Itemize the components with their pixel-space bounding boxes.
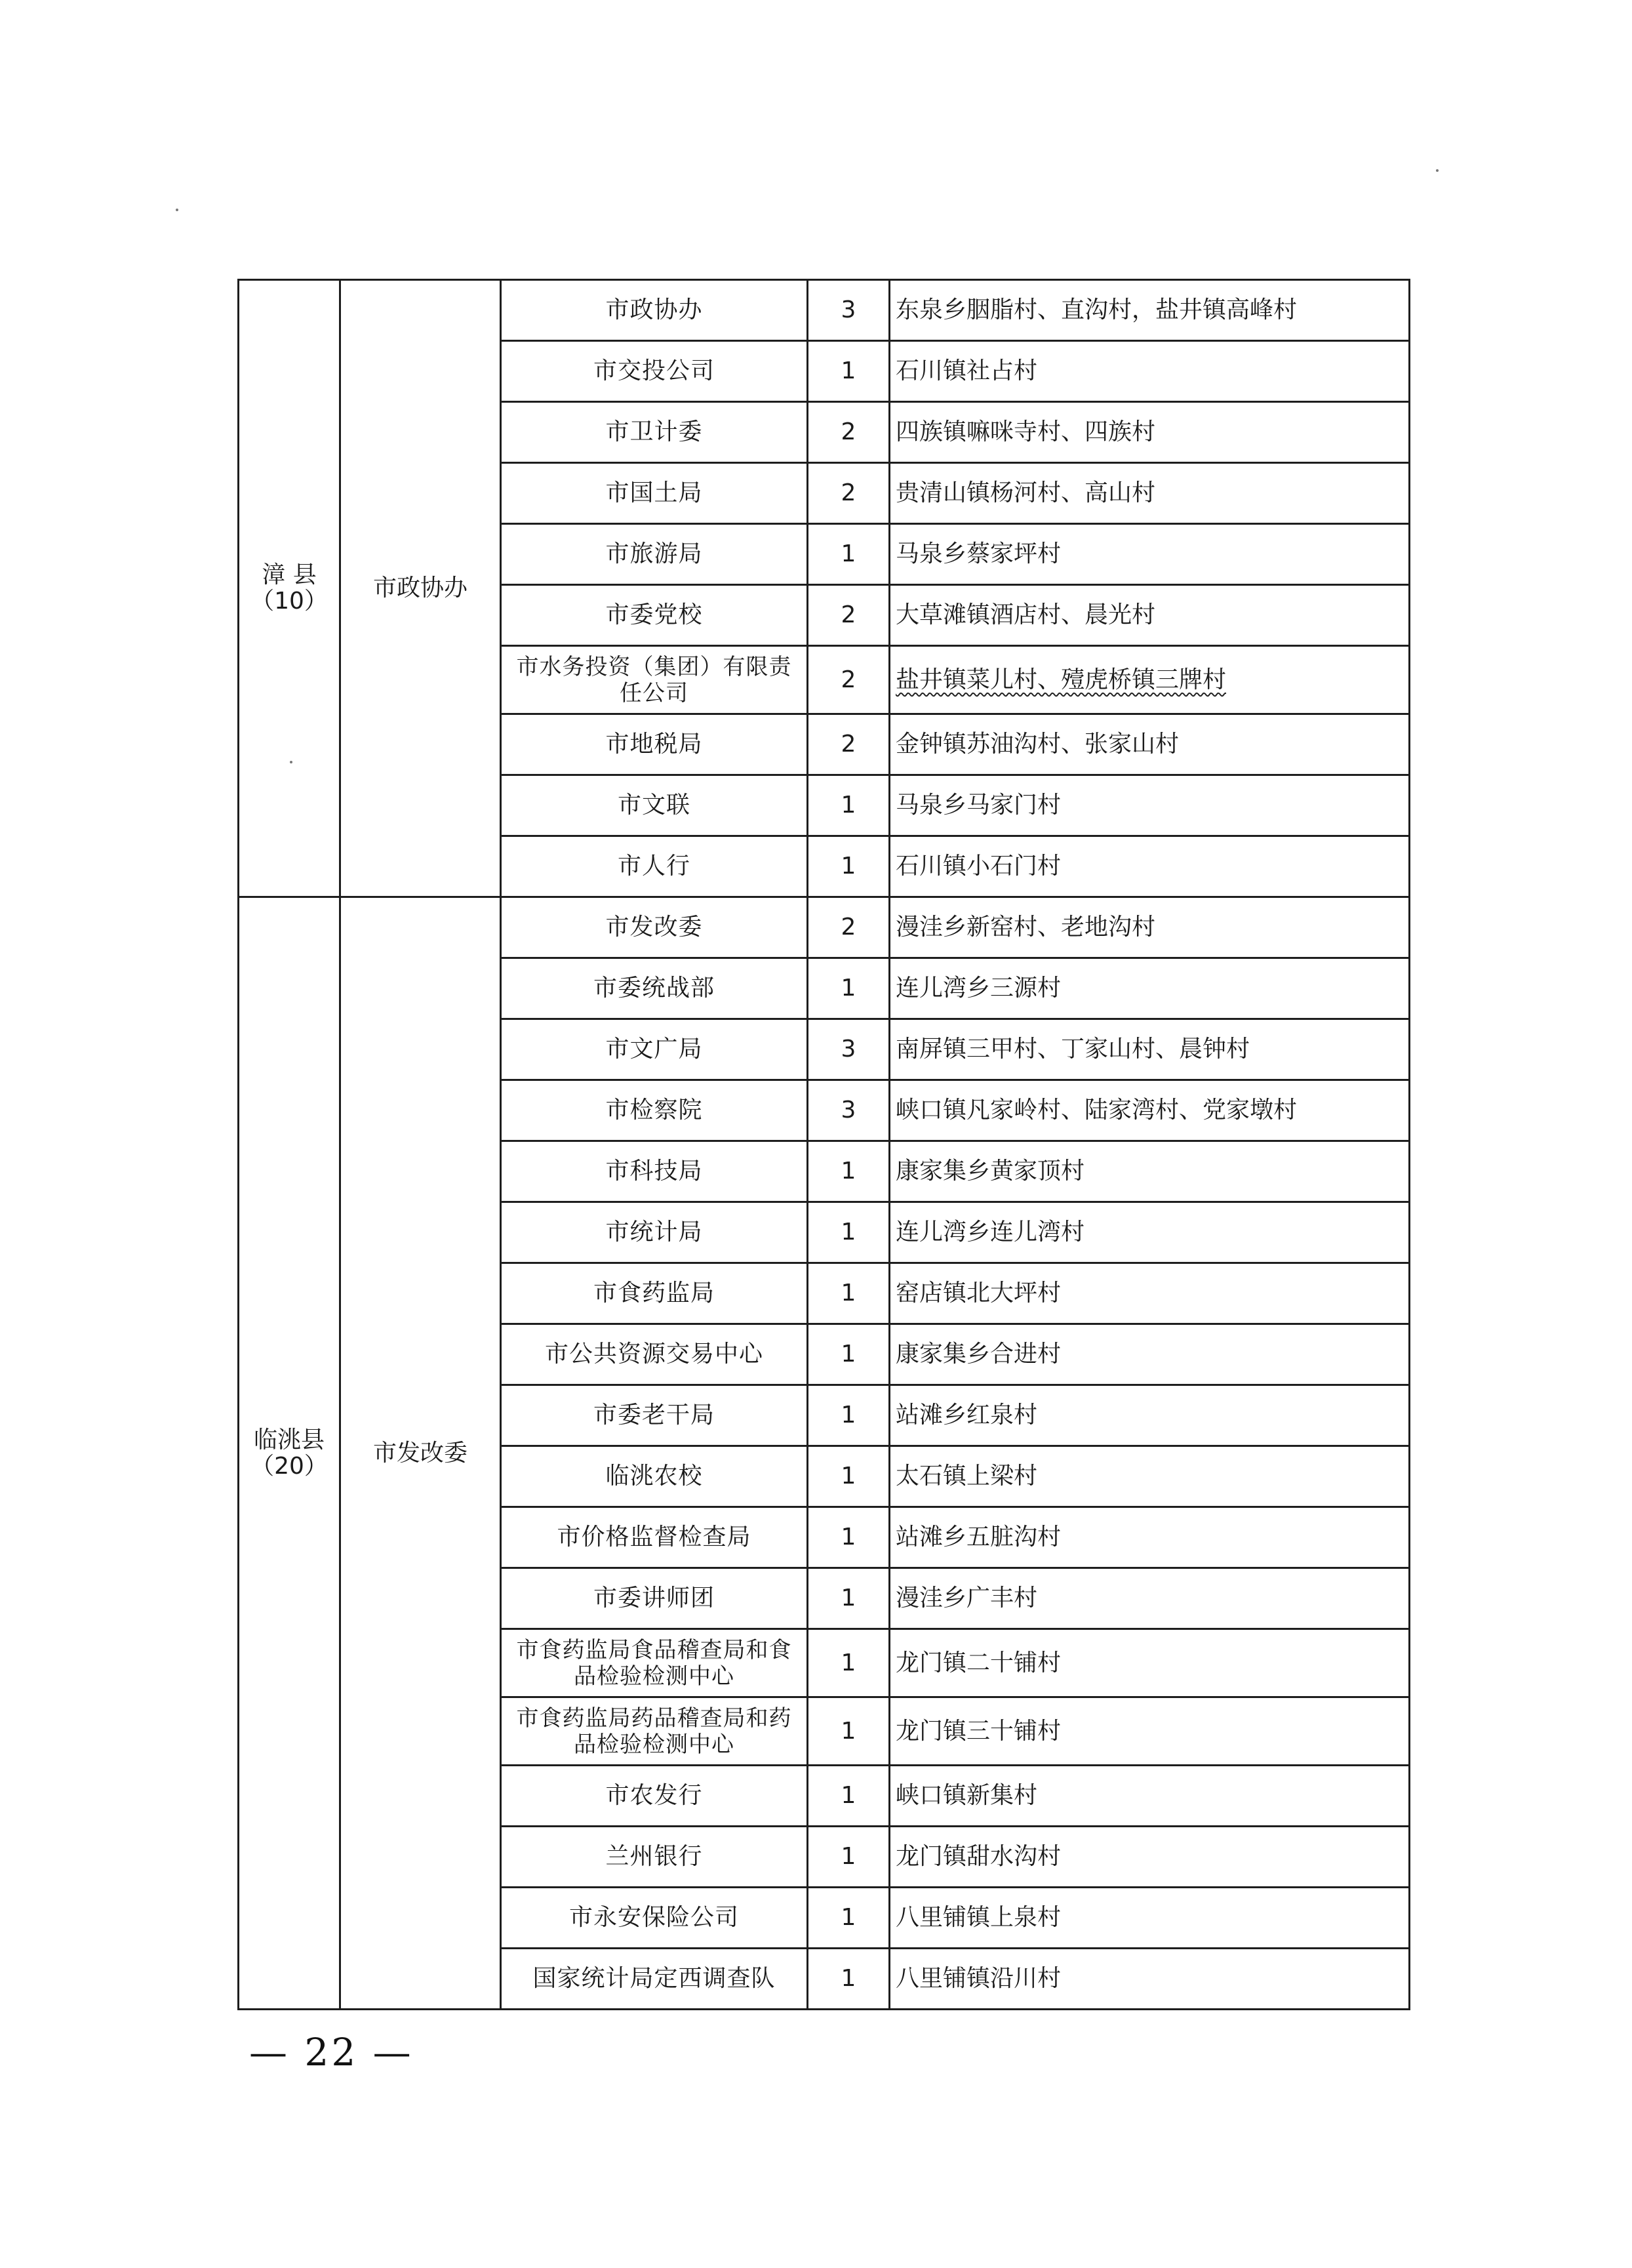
villages-cell bbox=[890, 524, 1410, 585]
village-count-cell: 3 bbox=[808, 1019, 890, 1080]
unit-cell: 市国土局 bbox=[501, 463, 808, 524]
villages-text: 站滩乡红泉村 bbox=[896, 1402, 1038, 1428]
unit-cell: 市永安保险公司 bbox=[501, 1888, 808, 1949]
unit-cell: 市文广局 bbox=[501, 1019, 808, 1080]
village-count-cell: 1 bbox=[808, 341, 890, 402]
unit-cell: 市食药监局食品稽查局和食品检验检测中心 bbox=[501, 1629, 808, 1697]
assignment-table bbox=[237, 279, 1410, 2010]
village-count-cell: 1 bbox=[808, 1827, 890, 1888]
villages-text: 大草滩镇酒店村、晨光村 bbox=[896, 601, 1156, 628]
unit-cell: 国家统计局定西调查队 bbox=[501, 1949, 808, 2010]
villages-text: 东泉乡胭脂村、直沟村，盐井镇高峰村 bbox=[896, 296, 1298, 323]
village-count-cell: 2 bbox=[808, 897, 890, 958]
villages-text: 连儿湾乡连儿湾村 bbox=[896, 1219, 1085, 1245]
villages-text: 贵清山镇杨河村、高山村 bbox=[896, 479, 1156, 506]
village-count-cell: 1 bbox=[808, 1568, 890, 1629]
unit-cell: 市卫计委 bbox=[501, 402, 808, 463]
village-count-cell: 1 bbox=[808, 1446, 890, 1507]
unit-cell: 临洮农校 bbox=[501, 1446, 808, 1507]
county-village-count: （20） bbox=[250, 1452, 328, 1480]
villages-cell bbox=[890, 1141, 1410, 1202]
unit-cell: 市科技局 bbox=[501, 1141, 808, 1202]
villages-text: 八里铺镇沿川村 bbox=[896, 1965, 1062, 1992]
villages-text: 峡口镇新集村 bbox=[896, 1782, 1038, 1809]
unit-cell: 市政协办 bbox=[501, 280, 808, 341]
villages-cell bbox=[890, 280, 1410, 341]
unit-cell: 市价格监督检查局 bbox=[501, 1507, 808, 1568]
county-name: 临洮县 bbox=[253, 1426, 325, 1453]
lead-unit-cell: 市发改委 bbox=[340, 897, 501, 2010]
villages-cell bbox=[890, 1888, 1410, 1949]
village-count-cell: 1 bbox=[808, 775, 890, 836]
table-row bbox=[239, 897, 1410, 958]
villages-cell bbox=[890, 463, 1410, 524]
villages-text: 康家集乡合进村 bbox=[896, 1341, 1062, 1367]
villages-cell bbox=[890, 1385, 1410, 1446]
village-count-cell: 1 bbox=[808, 1507, 890, 1568]
villages-text: 漫洼乡新窑村、老地沟村 bbox=[896, 914, 1156, 941]
villages-cell bbox=[890, 1507, 1410, 1568]
villages-text: 石川镇小石门村 bbox=[896, 853, 1062, 880]
villages-cell bbox=[890, 1019, 1410, 1080]
village-count-cell: 2 bbox=[808, 402, 890, 463]
county-cell bbox=[239, 897, 340, 2010]
unit-cell: 兰州银行 bbox=[501, 1827, 808, 1888]
unit-cell: 市食药监局 bbox=[501, 1263, 808, 1324]
village-count-cell: 3 bbox=[808, 1080, 890, 1141]
villages-cell bbox=[890, 646, 1410, 714]
villages-text: 马泉乡马家门村 bbox=[896, 792, 1062, 819]
villages-text: 南屏镇三甲村、丁家山村、晨钟村 bbox=[896, 1036, 1250, 1063]
villages-cell bbox=[890, 585, 1410, 646]
villages-cell bbox=[890, 1202, 1410, 1263]
villages-text: 龙门镇二十铺村 bbox=[896, 1649, 1062, 1676]
villages-cell bbox=[890, 958, 1410, 1019]
unit-cell: 市地税局 bbox=[501, 714, 808, 775]
village-count-cell: 2 bbox=[808, 585, 890, 646]
assignment-table-body bbox=[239, 280, 1410, 2010]
unit-cell: 市发改委 bbox=[501, 897, 808, 958]
villages-text: 窑店镇北大坪村 bbox=[896, 1280, 1062, 1306]
villages-cell bbox=[890, 1629, 1410, 1697]
village-count-cell: 3 bbox=[808, 280, 890, 341]
unit-cell: 市农发行 bbox=[501, 1766, 808, 1827]
villages-cell bbox=[890, 1568, 1410, 1629]
village-count-cell: 1 bbox=[808, 1385, 890, 1446]
villages-cell bbox=[890, 402, 1410, 463]
village-count-cell: 2 bbox=[808, 646, 890, 714]
villages-text: 石川镇社占村 bbox=[896, 357, 1038, 384]
villages-cell bbox=[890, 1080, 1410, 1141]
villages-text: 盐井镇菜儿村、殪虎桥镇三牌村 bbox=[896, 666, 1227, 693]
villages-cell bbox=[890, 1697, 1410, 1766]
villages-text: 马泉乡蔡家坪村 bbox=[896, 540, 1062, 567]
unit-cell: 市委讲师团 bbox=[501, 1568, 808, 1629]
villages-text: 站滩乡五脏沟村 bbox=[896, 1524, 1062, 1550]
unit-cell: 市旅游局 bbox=[501, 524, 808, 585]
villages-cell bbox=[890, 1766, 1410, 1827]
villages-cell bbox=[890, 1949, 1410, 2010]
villages-cell bbox=[890, 1446, 1410, 1507]
villages-cell bbox=[890, 1324, 1410, 1385]
village-count-cell: 1 bbox=[808, 1697, 890, 1766]
county-cell bbox=[239, 280, 340, 897]
scan-speck bbox=[1436, 169, 1439, 172]
unit-cell: 市检察院 bbox=[501, 1080, 808, 1141]
village-count-cell: 1 bbox=[808, 958, 890, 1019]
villages-cell bbox=[890, 1263, 1410, 1324]
village-count-cell: 1 bbox=[808, 1141, 890, 1202]
unit-cell: 市统计局 bbox=[501, 1202, 808, 1263]
villages-text: 八里铺镇上泉村 bbox=[896, 1904, 1062, 1931]
village-count-cell: 1 bbox=[808, 1629, 890, 1697]
villages-cell bbox=[890, 341, 1410, 402]
villages-cell bbox=[890, 714, 1410, 775]
unit-cell: 市人行 bbox=[501, 836, 808, 897]
villages-text: 龙门镇三十铺村 bbox=[896, 1717, 1062, 1745]
villages-text: 漫洼乡广丰村 bbox=[896, 1585, 1038, 1611]
village-count-cell: 1 bbox=[808, 1949, 890, 2010]
unit-cell: 市文联 bbox=[501, 775, 808, 836]
county-name: 漳 县 bbox=[262, 561, 317, 588]
villages-cell bbox=[890, 897, 1410, 958]
village-count-cell: 1 bbox=[808, 524, 890, 585]
unit-cell: 市委党校 bbox=[501, 585, 808, 646]
village-count-cell: 1 bbox=[808, 1888, 890, 1949]
village-count-cell: 1 bbox=[808, 836, 890, 897]
villages-text: 太石镇上梁村 bbox=[896, 1463, 1038, 1489]
village-count-cell: 1 bbox=[808, 1324, 890, 1385]
village-count-cell: 2 bbox=[808, 463, 890, 524]
villages-text: 康家集乡黄家顶村 bbox=[896, 1158, 1085, 1185]
village-count-cell: 2 bbox=[808, 714, 890, 775]
unit-cell: 市食药监局药品稽查局和药品检验检测中心 bbox=[501, 1697, 808, 1766]
villages-text: 连儿湾乡三源村 bbox=[896, 975, 1062, 1002]
villages-cell bbox=[890, 1827, 1410, 1888]
county-village-count: （10） bbox=[250, 588, 328, 615]
page-number: — 22 — bbox=[249, 2030, 414, 2075]
village-count-cell: 1 bbox=[808, 1202, 890, 1263]
villages-cell bbox=[890, 836, 1410, 897]
villages-text: 峡口镇凡家岭村、陆家湾村、党家墩村 bbox=[896, 1097, 1298, 1124]
lead-unit-cell: 市政协办 bbox=[340, 280, 501, 897]
villages-text: 龙门镇甜水沟村 bbox=[896, 1843, 1062, 1870]
table-row bbox=[239, 280, 1410, 341]
unit-cell: 市水务投资（集团）有限责任公司 bbox=[501, 646, 808, 714]
villages-cell bbox=[890, 775, 1410, 836]
villages-text: 四族镇嘛咪寺村、四族村 bbox=[896, 418, 1156, 445]
unit-cell: 市公共资源交易中心 bbox=[501, 1324, 808, 1385]
scan-speck bbox=[176, 209, 178, 211]
village-count-cell: 1 bbox=[808, 1263, 890, 1324]
unit-cell: 市委老干局 bbox=[501, 1385, 808, 1446]
unit-cell: 市交投公司 bbox=[501, 341, 808, 402]
villages-text: 金钟镇苏油沟村、张家山村 bbox=[896, 731, 1180, 758]
unit-cell: 市委统战部 bbox=[501, 958, 808, 1019]
village-count-cell: 1 bbox=[808, 1766, 890, 1827]
